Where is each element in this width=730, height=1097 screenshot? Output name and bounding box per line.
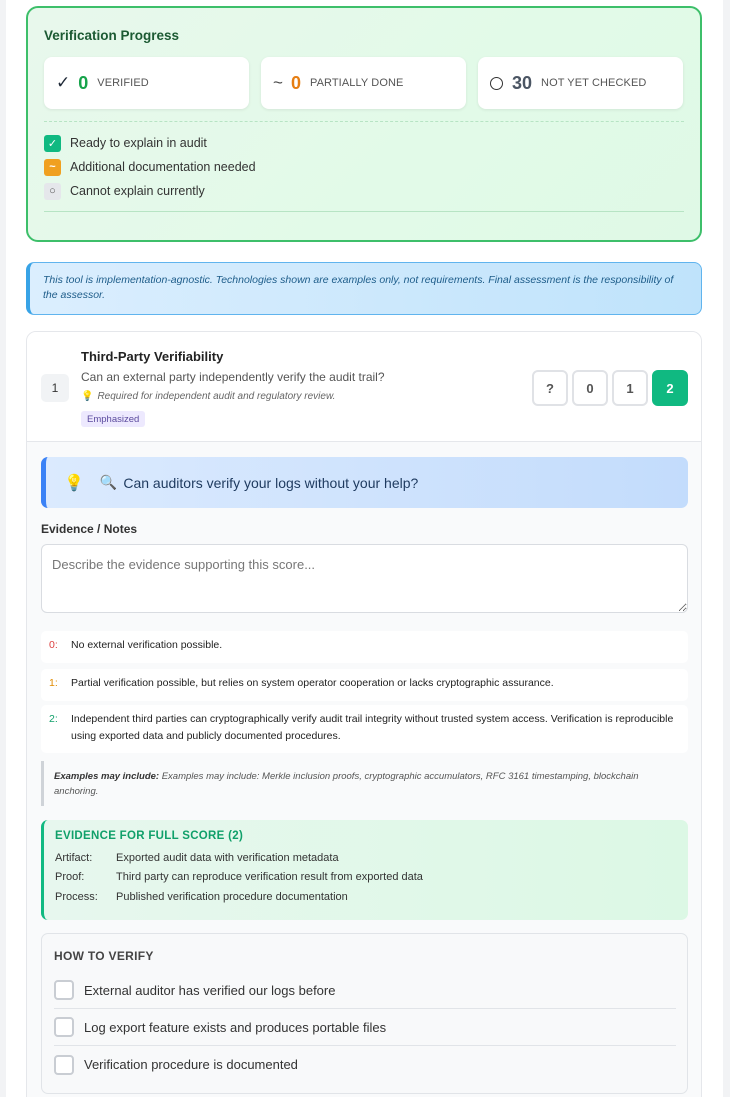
checklist-label: External auditor has verified our logs before [84, 982, 336, 998]
full-score-value: Third party can reproduce verification result from exported data [116, 871, 423, 884]
verified-count: 0 [78, 72, 89, 93]
circle-icon [490, 77, 503, 90]
legend-item-cannot [44, 182, 205, 200]
check-icon: ✓ [56, 73, 71, 92]
criterion-header [27, 332, 702, 442]
tip-text: Can auditors verify your logs without your help? [123, 474, 419, 491]
criterion-hint [81, 391, 335, 402]
checklist-label: Log export feature exists and produces portable files [84, 1019, 387, 1035]
tip-box [41, 457, 688, 508]
criterion-hint-text: Required for independent audit and regulatory review. [97, 391, 336, 402]
level-text: Partial verification possible, but relies on system operator cooperation or lacks cryptographic assurance. [71, 677, 554, 689]
page [6, 0, 723, 1097]
level-key: 2: [49, 713, 58, 725]
check-icon: ✓ [44, 135, 61, 152]
full-score-value: Exported audit data with verification metadata [116, 851, 339, 864]
full-score-evidence [41, 820, 688, 920]
lightbulb-icon: 💡 [64, 474, 84, 492]
legend-item-additional [44, 158, 256, 176]
score-button-2-selected[interactable]: 2 [652, 370, 688, 406]
full-score-key: Proof: [55, 871, 85, 884]
how-to-verify-section [41, 933, 688, 1094]
level-row-2 [41, 705, 688, 753]
examples-label: Examples may include: [54, 771, 160, 782]
evidence-notes-input[interactable] [41, 544, 688, 613]
examples-note [41, 761, 688, 806]
level-key: 0: [49, 639, 58, 651]
info-notice: This tool is implementation-agnostic. Technologies shown are examples only, not requirements. Final assessment is the responsibility of the assessor. [26, 262, 702, 315]
criterion-question: Can an external party independently verify the audit trail? [81, 370, 385, 384]
checkbox[interactable] [54, 1017, 74, 1037]
legend-item-ready [44, 134, 207, 152]
full-score-row [55, 868, 688, 888]
level-text: Independent third parties can cryptographically verify audit trail integrity without trusted system access. Verification is reproducible using exported data and publicly documented procedures. [71, 713, 674, 742]
level-text: No external verification possible. [71, 639, 223, 651]
score-button-0[interactable]: 0 [572, 370, 608, 406]
not-checked-label: NOT YET CHECKED [541, 77, 647, 89]
checklist-label: Verification procedure is documented [84, 1057, 298, 1072]
full-score-key: Artifact: [55, 851, 93, 864]
criterion-title: Third-Party Verifiability [81, 349, 224, 364]
magnifier-icon: 🔍 [99, 474, 118, 490]
not-checked-count: 30 [512, 72, 533, 93]
lightbulb-icon: 💡 [81, 391, 94, 402]
legend-label: Ready to explain in audit [70, 136, 207, 150]
legend-label: Additional documentation needed [70, 160, 256, 174]
tilde-icon: ~ [44, 159, 61, 176]
score-button-1[interactable]: 1 [612, 370, 648, 406]
verification-progress-card [26, 6, 702, 242]
progress-title: Verification Progress [44, 28, 180, 43]
full-score-row [55, 848, 688, 868]
verify-checklist-item[interactable] [54, 972, 676, 1009]
circle-icon: ○ [44, 183, 61, 200]
level-row-1 [41, 669, 688, 701]
tilde-icon: ~ [273, 73, 283, 92]
evidence-label: Evidence / Notes [41, 522, 138, 536]
divider [44, 121, 684, 122]
how-to-verify-title: HOW TO VERIFY [54, 949, 154, 963]
emphasized-badge: Emphasized [81, 411, 145, 427]
stat-not-checked [478, 57, 683, 109]
criterion-number: 1 [41, 374, 69, 402]
full-score-row [55, 887, 688, 907]
level-row-0 [41, 631, 688, 663]
full-score-title: EVIDENCE FOR FULL SCORE (2) [55, 830, 244, 842]
checkbox[interactable] [54, 980, 74, 1000]
score-button-unknown[interactable]: ? [532, 370, 568, 406]
stat-partial [261, 57, 466, 109]
stat-verified [44, 57, 249, 109]
checkbox[interactable] [54, 1055, 74, 1075]
level-key: 1: [49, 677, 58, 689]
full-score-value: Published verification procedure documentation [116, 890, 348, 903]
verify-checklist-item[interactable] [54, 1009, 676, 1046]
legend-label: Cannot explain currently [70, 184, 205, 198]
examples-text: Examples may include: Merkle inclusion proofs, cryptographic accumulators, RFC 3161 timestamping, blockchain anchoring. [54, 771, 639, 797]
full-score-key: Process: [55, 890, 98, 903]
verified-label: VERIFIED [97, 77, 149, 89]
criterion-card [26, 331, 702, 1097]
divider [44, 211, 684, 212]
partial-count: 0 [290, 72, 301, 93]
partial-label: PARTIALLY DONE [309, 77, 404, 89]
verify-checklist-item[interactable] [54, 1046, 676, 1083]
